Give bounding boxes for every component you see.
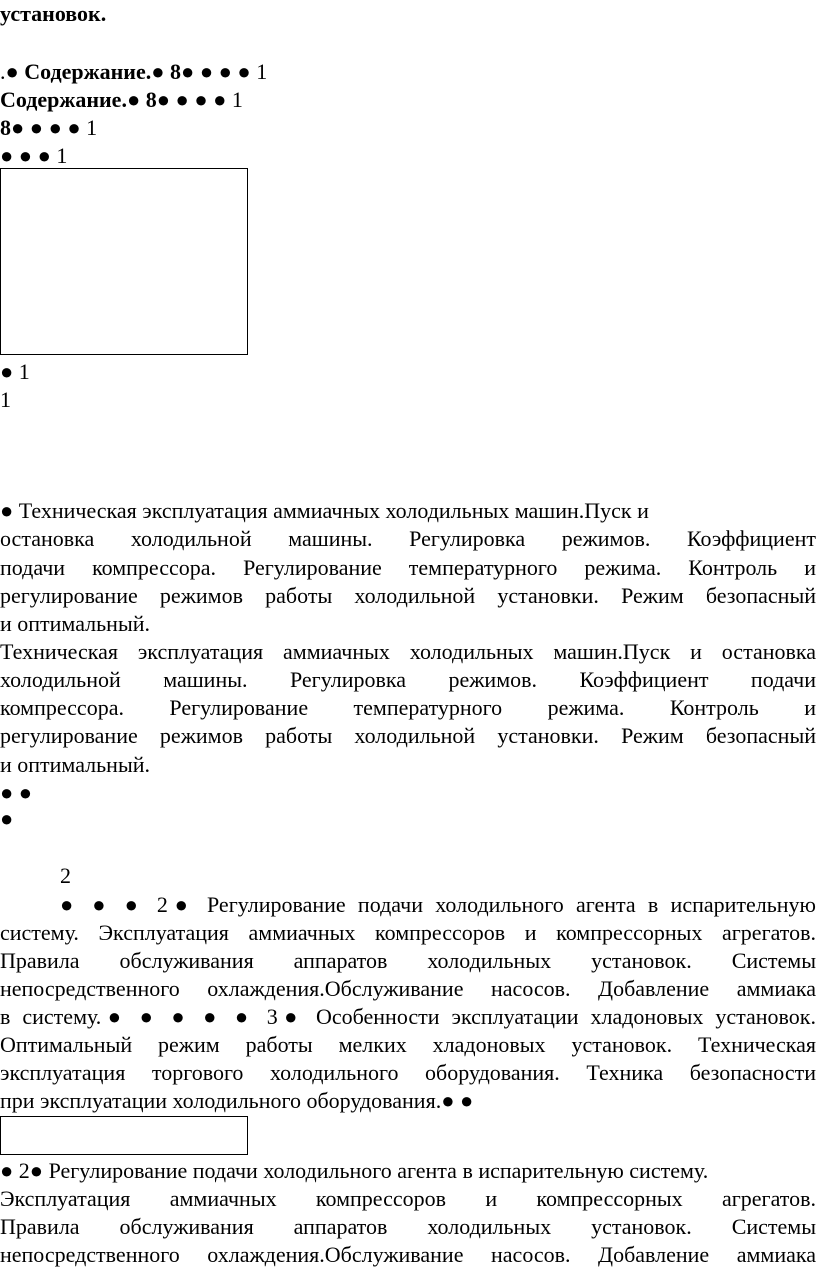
section2a-line-6: Оптимальный режим работы мелких хладоновых установок. Техническая <box>0 1032 816 1057</box>
section1a-line-1: ● Техническая эксплуатация аммиачных холодильных машин.Пуск и <box>0 498 649 523</box>
section1b-line-5: и оптимальный. <box>0 752 151 777</box>
section2b-line-2: Эксплуатация аммиачных компрессоров и компрессорных агрегатов. <box>0 1186 816 1211</box>
section1a-line-2: остановка холодильной машины. Регулировка режимов. Коэффициент <box>0 526 816 551</box>
section2a-line-8: при эксплуатации холодильного оборудования.● ● <box>0 1088 474 1113</box>
section2a-line-2: систему. Эксплуатация аммиачных компрессоров и компрессорных агрегатов. <box>0 920 816 945</box>
toc-line-2-suffix: 1 <box>226 87 243 112</box>
section2b-line-4: непосредственного охлаждения.Обслуживание насосов. Добавление аммиака <box>0 1242 816 1267</box>
section1a-line-3: подачи компрессора. Регулирование температурного режима. Контроль и <box>0 555 816 580</box>
empty-frame-2 <box>0 1116 248 1155</box>
section2b-line-3: Правила обслуживания аппаратов холодильных установок. Системы <box>0 1214 816 1239</box>
toc-line-3-bold: 8● ● ● ● <box>0 115 81 140</box>
page-number: 2 <box>60 863 71 888</box>
section1a-line-5: и оптимальный. <box>0 611 151 636</box>
after-box-line-1: ● 1 <box>0 359 30 384</box>
toc-line-1 <box>0 58 267 86</box>
section2b-line-1: ● 2● Регулирование подачи холодильного агента в испарительную систему. <box>0 1158 709 1183</box>
toc-line-1-bold: ● Содержание.● 8● ● ● ● <box>5 59 251 84</box>
toc-line-2 <box>0 86 243 114</box>
section1b-line-3: компрессора. Регулирование температурного режима. Контроль и <box>0 695 816 720</box>
toc-line-1-suffix: 1 <box>250 59 268 84</box>
section2a-line-5: в систему.● ● ● ● ● 3● Особенности эксплуатации хладоновых установок. <box>0 1004 816 1029</box>
section1b-line-1: Техническая эксплуатация аммиачных холодильных машин.Пуск и остановка <box>0 639 816 664</box>
section1a-line-4: регулирование режимов работы холодильной установки. Режим безопасный <box>0 583 816 608</box>
section2a-line-3: Правила обслуживания аппаратов холодильных установок. Системы <box>0 948 816 973</box>
toc-line-3-suffix: 1 <box>80 115 98 140</box>
header-line: установок. <box>0 1 107 26</box>
toc-line-2-bold: Содержание.● 8● ● ● ● <box>0 87 227 112</box>
bullets-line-2: ● <box>0 806 14 831</box>
empty-frame-1 <box>0 168 248 355</box>
section2a-line-4: непосредственного охлаждения.Обслуживание насосов. Добавление аммиака <box>0 976 816 1001</box>
toc-line-4: ● ● ● 1 <box>0 143 68 168</box>
after-box-line-2: 1 <box>0 387 11 412</box>
section1b-line-4: регулирование режимов работы холодильной установки. Режим безопасный <box>0 723 816 748</box>
section2a-line-7: эксплуатация торгового холодильного оборудования. Техника безопасности <box>0 1060 816 1085</box>
toc-line-1-prefix: . <box>0 59 6 84</box>
bullets-line-1: ● ● <box>0 780 33 805</box>
toc-line-3 <box>0 114 97 142</box>
section1b-line-2: холодильной машины. Регулировка режимов. Коэффициент подачи <box>0 667 816 692</box>
section2a-line-1: ● ● ● 2● Регулирование подачи холодильного агента в испарительную <box>60 892 816 917</box>
